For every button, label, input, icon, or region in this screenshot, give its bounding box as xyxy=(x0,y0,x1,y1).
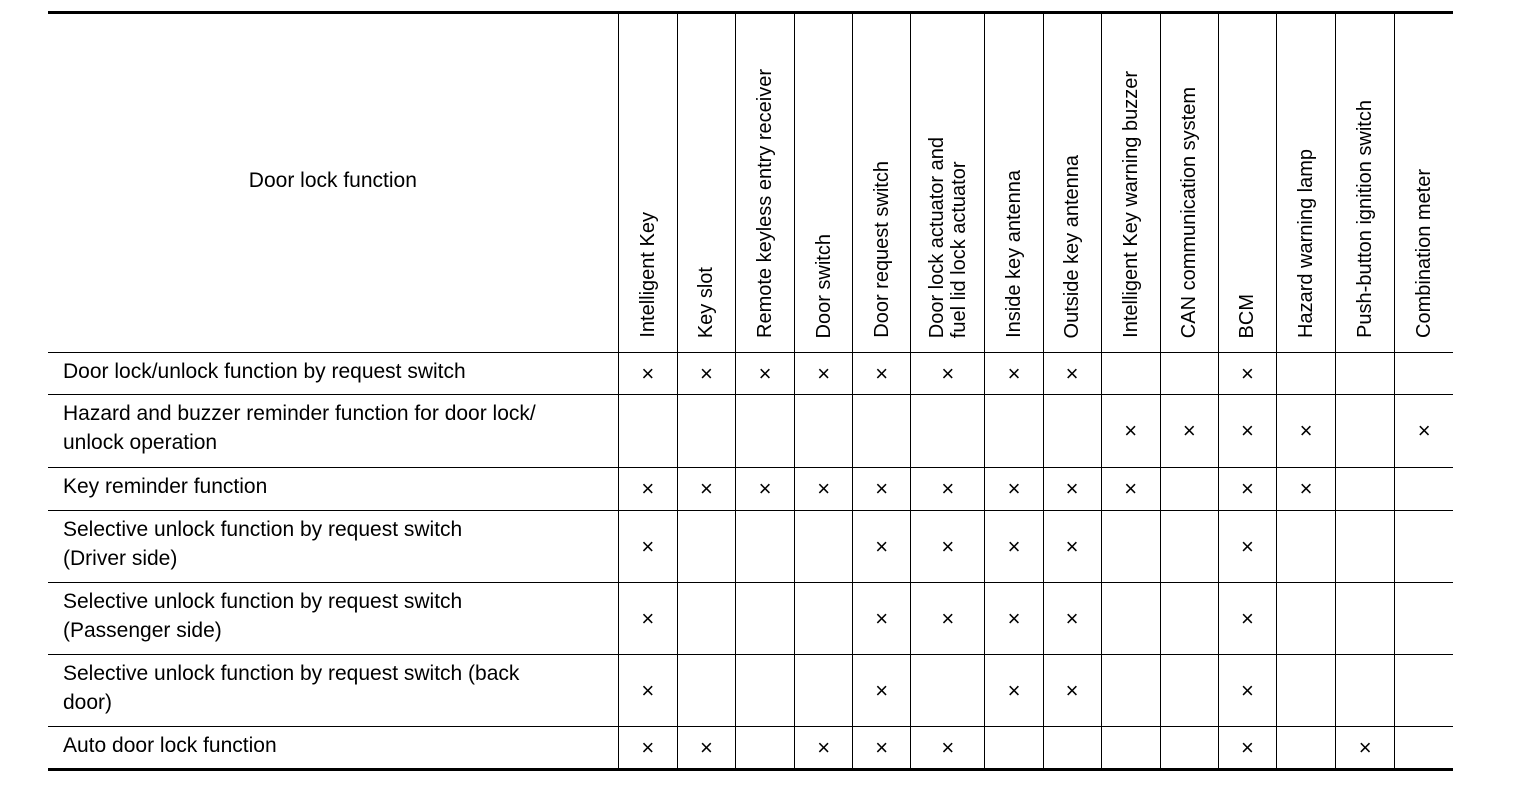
component-name: Remote keyless entry receiver xyxy=(754,69,776,338)
empty-cell xyxy=(735,395,794,468)
applies-mark: × xyxy=(985,655,1043,727)
component-column-header xyxy=(1336,13,1395,353)
empty-cell xyxy=(735,583,794,655)
applies-mark: × xyxy=(795,468,853,511)
applies-mark: × xyxy=(618,511,677,583)
empty-cell xyxy=(1336,353,1395,395)
applies-mark: × xyxy=(985,353,1043,395)
empty-cell xyxy=(1160,655,1218,727)
empty-cell xyxy=(1160,583,1218,655)
empty-cell xyxy=(1277,655,1336,727)
applies-mark: × xyxy=(1043,468,1101,511)
function-label: Hazard and buzzer reminder function for door lock/ unlock operation xyxy=(48,395,618,468)
empty-cell xyxy=(677,395,735,468)
applies-mark: × xyxy=(853,353,911,395)
applies-mark: × xyxy=(677,727,735,770)
applies-mark: × xyxy=(735,353,794,395)
empty-cell xyxy=(1395,511,1453,583)
empty-cell xyxy=(735,655,794,727)
applies-mark: × xyxy=(618,655,677,727)
applies-mark: × xyxy=(1101,395,1160,468)
applies-mark: × xyxy=(853,468,911,511)
empty-cell xyxy=(1336,395,1395,468)
empty-cell xyxy=(677,511,735,583)
component-name: Push-button ignition switch xyxy=(1354,100,1377,338)
empty-cell xyxy=(1395,583,1453,655)
function-label: Selective unlock function by request switch (Passenger side) xyxy=(48,583,618,655)
table-row xyxy=(48,468,1453,511)
component-column-header xyxy=(795,13,853,353)
applies-mark: × xyxy=(911,511,985,583)
applies-mark: × xyxy=(985,511,1043,583)
applies-mark: × xyxy=(1218,353,1276,395)
function-label: Key reminder function xyxy=(48,468,618,511)
empty-cell xyxy=(1160,353,1218,395)
applies-mark: × xyxy=(1218,583,1276,655)
empty-cell xyxy=(1101,583,1160,655)
component-name: Key slot xyxy=(695,266,718,338)
applies-mark: × xyxy=(1218,468,1276,511)
component-column-header xyxy=(677,13,735,353)
empty-cell xyxy=(1160,468,1218,511)
component-column-header xyxy=(618,13,677,353)
table-row xyxy=(48,511,1453,583)
door-lock-function-table xyxy=(48,11,1453,771)
applies-mark: × xyxy=(853,511,911,583)
empty-cell xyxy=(795,655,853,727)
component-name: Inside key antenna xyxy=(1002,170,1025,338)
applies-mark: × xyxy=(911,468,985,511)
applies-mark: × xyxy=(618,583,677,655)
empty-cell xyxy=(1160,727,1218,770)
applies-mark: × xyxy=(1277,395,1336,468)
empty-cell xyxy=(1101,655,1160,727)
empty-cell xyxy=(1277,583,1336,655)
table-row xyxy=(48,583,1453,655)
applies-mark: × xyxy=(1218,655,1276,727)
applies-mark: × xyxy=(985,468,1043,511)
empty-cell xyxy=(1043,395,1101,468)
empty-cell xyxy=(1395,353,1453,395)
function-label: Auto door lock function xyxy=(48,727,618,770)
empty-cell xyxy=(1101,727,1160,770)
component-column-header xyxy=(1160,13,1218,353)
empty-cell xyxy=(1336,511,1395,583)
component-name: Outside key antenna xyxy=(1061,154,1084,338)
empty-cell xyxy=(677,583,735,655)
applies-mark: × xyxy=(1277,468,1336,511)
applies-mark: × xyxy=(853,583,911,655)
function-column-header: Door lock function xyxy=(48,13,618,353)
empty-cell xyxy=(911,395,985,468)
empty-cell xyxy=(795,395,853,468)
applies-mark: × xyxy=(795,353,853,395)
function-label: Door lock/unlock function by request switch xyxy=(48,353,618,395)
component-name: Hazard warning lamp xyxy=(1295,149,1318,338)
component-name: BCM xyxy=(1236,293,1259,338)
table-row xyxy=(48,353,1453,395)
empty-cell xyxy=(1336,583,1395,655)
applies-mark: × xyxy=(1160,395,1218,468)
applies-mark: × xyxy=(1043,583,1101,655)
applies-mark: × xyxy=(911,583,985,655)
applies-mark: × xyxy=(1218,395,1276,468)
applies-mark: × xyxy=(677,468,735,511)
empty-cell xyxy=(1395,727,1453,770)
applies-mark: × xyxy=(618,468,677,511)
empty-cell xyxy=(1101,511,1160,583)
component-column-header xyxy=(853,13,911,353)
empty-cell xyxy=(911,655,985,727)
component-column-header xyxy=(1101,13,1160,353)
component-name: Door switch xyxy=(812,233,835,338)
empty-cell xyxy=(1101,353,1160,395)
component-column-header xyxy=(985,13,1043,353)
function-label: Selective unlock function by request switch (back door) xyxy=(48,655,618,727)
empty-cell xyxy=(1395,468,1453,511)
applies-mark: × xyxy=(1043,655,1101,727)
applies-mark: × xyxy=(735,468,794,511)
empty-cell xyxy=(795,583,853,655)
applies-mark: × xyxy=(1395,395,1453,468)
empty-cell xyxy=(735,727,794,770)
applies-mark: × xyxy=(985,583,1043,655)
table-row xyxy=(48,727,1453,770)
applies-mark: × xyxy=(1043,511,1101,583)
applies-mark: × xyxy=(911,727,985,770)
empty-cell xyxy=(1336,468,1395,511)
empty-cell xyxy=(985,727,1043,770)
component-name: CAN communication system xyxy=(1178,86,1201,338)
empty-cell xyxy=(618,395,677,468)
applies-mark: × xyxy=(853,727,911,770)
empty-cell xyxy=(1277,727,1336,770)
applies-mark: × xyxy=(1101,468,1160,511)
component-name: Combination meter xyxy=(1413,169,1436,338)
applies-mark: × xyxy=(1218,727,1276,770)
component-name: Intelligent Key xyxy=(636,212,659,338)
applies-mark: × xyxy=(618,727,677,770)
component-name: Door request switch xyxy=(870,161,893,338)
empty-cell xyxy=(1277,353,1336,395)
component-column-header xyxy=(1043,13,1101,353)
component-column-header xyxy=(1277,13,1336,353)
applies-mark: × xyxy=(1218,511,1276,583)
component-column-header xyxy=(1218,13,1276,353)
empty-cell xyxy=(1043,727,1101,770)
empty-cell xyxy=(853,395,911,468)
applies-mark: × xyxy=(853,655,911,727)
component-column-header xyxy=(1395,13,1453,353)
applies-mark: × xyxy=(1336,727,1395,770)
empty-cell xyxy=(1336,655,1395,727)
empty-cell xyxy=(1277,511,1336,583)
applies-mark: × xyxy=(795,727,853,770)
empty-cell xyxy=(677,655,735,727)
header-row xyxy=(48,13,1453,353)
empty-cell xyxy=(1395,655,1453,727)
empty-cell xyxy=(985,395,1043,468)
empty-cell xyxy=(735,511,794,583)
empty-cell xyxy=(795,511,853,583)
applies-mark: × xyxy=(618,353,677,395)
component-name: Door lock actuator and fuel lid lock actuator xyxy=(925,136,970,338)
table-row xyxy=(48,655,1453,727)
empty-cell xyxy=(1160,511,1218,583)
component-column-header xyxy=(911,13,985,353)
applies-mark: × xyxy=(1043,353,1101,395)
table-row xyxy=(48,395,1453,468)
applies-mark: × xyxy=(677,353,735,395)
function-label: Selective unlock function by request switch (Driver side) xyxy=(48,511,618,583)
applies-mark: × xyxy=(911,353,985,395)
component-name: Intelligent Key warning buzzer xyxy=(1119,71,1142,338)
component-column-header xyxy=(735,13,794,353)
